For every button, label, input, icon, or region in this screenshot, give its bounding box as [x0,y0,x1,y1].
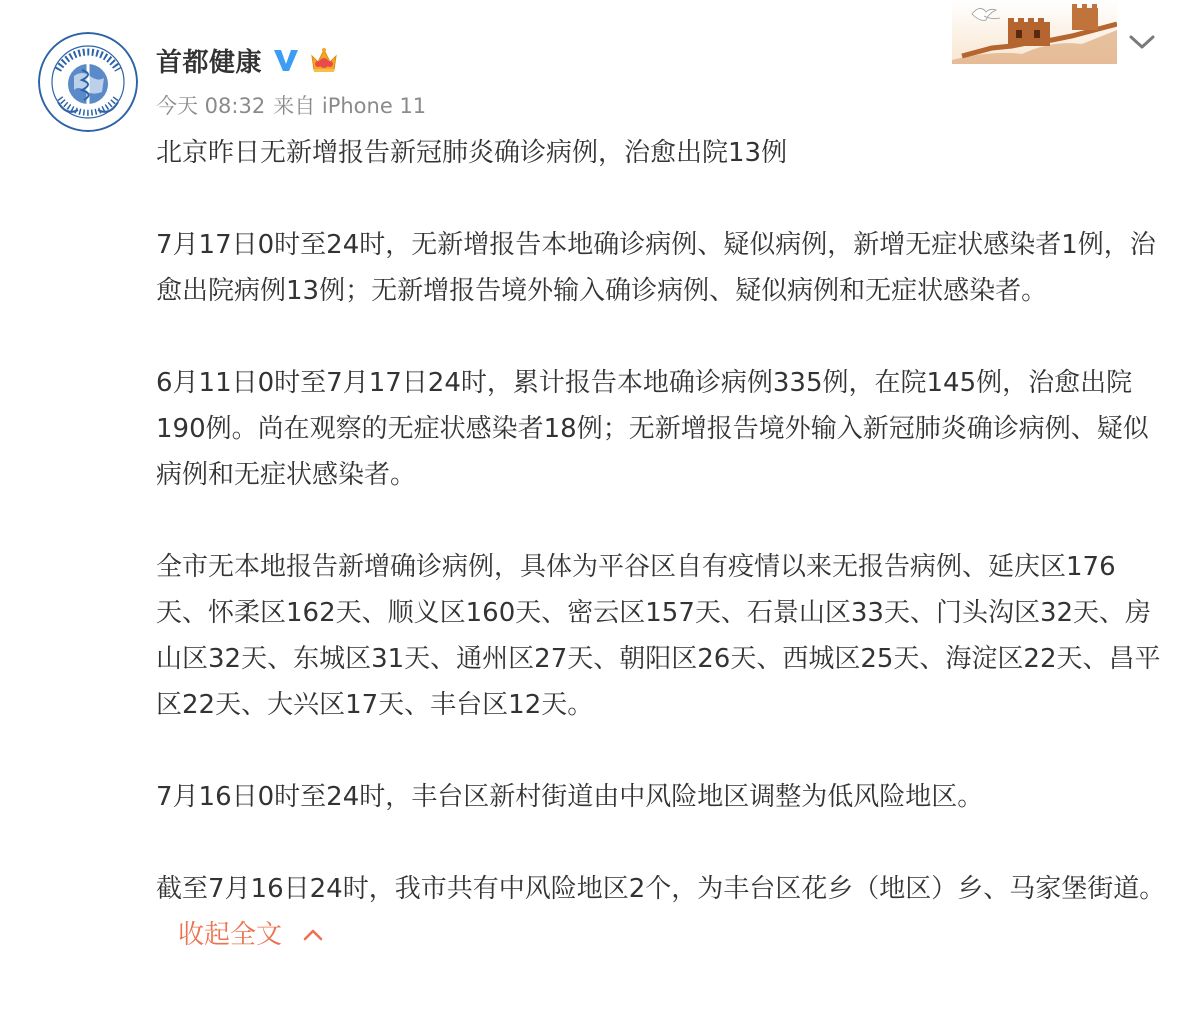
post-paragraph-3: 全市无本地报告新增确诊病例，具体为平谷区自有疫情以来无报告病例、延庆区176天、怀柔区162天、顺义区160天、密云区157天、石景山区33天、门头沟区32天、房山区32天、东城区31天、通州区27天、朝阳区26天、西城区25天、海淀区22天、昌平区22天、大兴区17天、丰台区12天。 [156,552,1161,720]
health-commission-logo-icon [38,32,138,132]
name-row [156,40,340,80]
post-paragraph-4: 7月16日0时至24时，丰台区新村街道由中风险地区调整为低风险地区。 [156,782,984,812]
more-options-chevron[interactable] [1126,28,1158,56]
collapse-label[interactable]: 收起全文 [178,920,283,950]
chevron-up-icon [302,928,324,942]
great-wall-decoration-icon [952,0,1117,64]
crown-badge-icon[interactable] [308,44,340,76]
post-paragraph-1: 7月17日0时至24时，无新增报告本地确诊病例、疑似病例，新增无症状感染者1例，治愈出院病例13例；无新增报告境外输入确诊病例、疑似病例和无症状感染者。 [156,230,1156,306]
post-paragraph-5 [156,866,1166,958]
collapse-full-text-link[interactable] [178,912,324,958]
post-headline: 北京昨日无新增报告新冠肺炎确诊病例，治愈出院13例 [156,138,788,168]
chevron-down-icon [1126,28,1158,56]
post-content [156,130,1166,958]
post-source: 来自 iPhone 11 [273,94,427,118]
post-paragraph-2: 6月11日0时至7月17日24时，累计报告本地确诊病例335例，在院145例，治愈出院190例。尚在观察的无症状感染者18例；无新增报告境外输入新冠肺炎确诊病例、疑似病例和无症状感染者。 [156,368,1149,490]
username[interactable]: 首都健康 [156,47,263,78]
verified-v-icon[interactable] [272,47,300,73]
avatar[interactable] [38,32,138,132]
post-paragraph-5-text: 截至7月16日24时，我市共有中风险地区2个，为丰台区花乡（地区）乡、马家堡街道。 [156,874,1166,904]
great-wall-dove-card [952,0,1117,64]
post-meta [156,90,426,120]
post-timestamp[interactable]: 今天 08:32 [156,94,266,118]
